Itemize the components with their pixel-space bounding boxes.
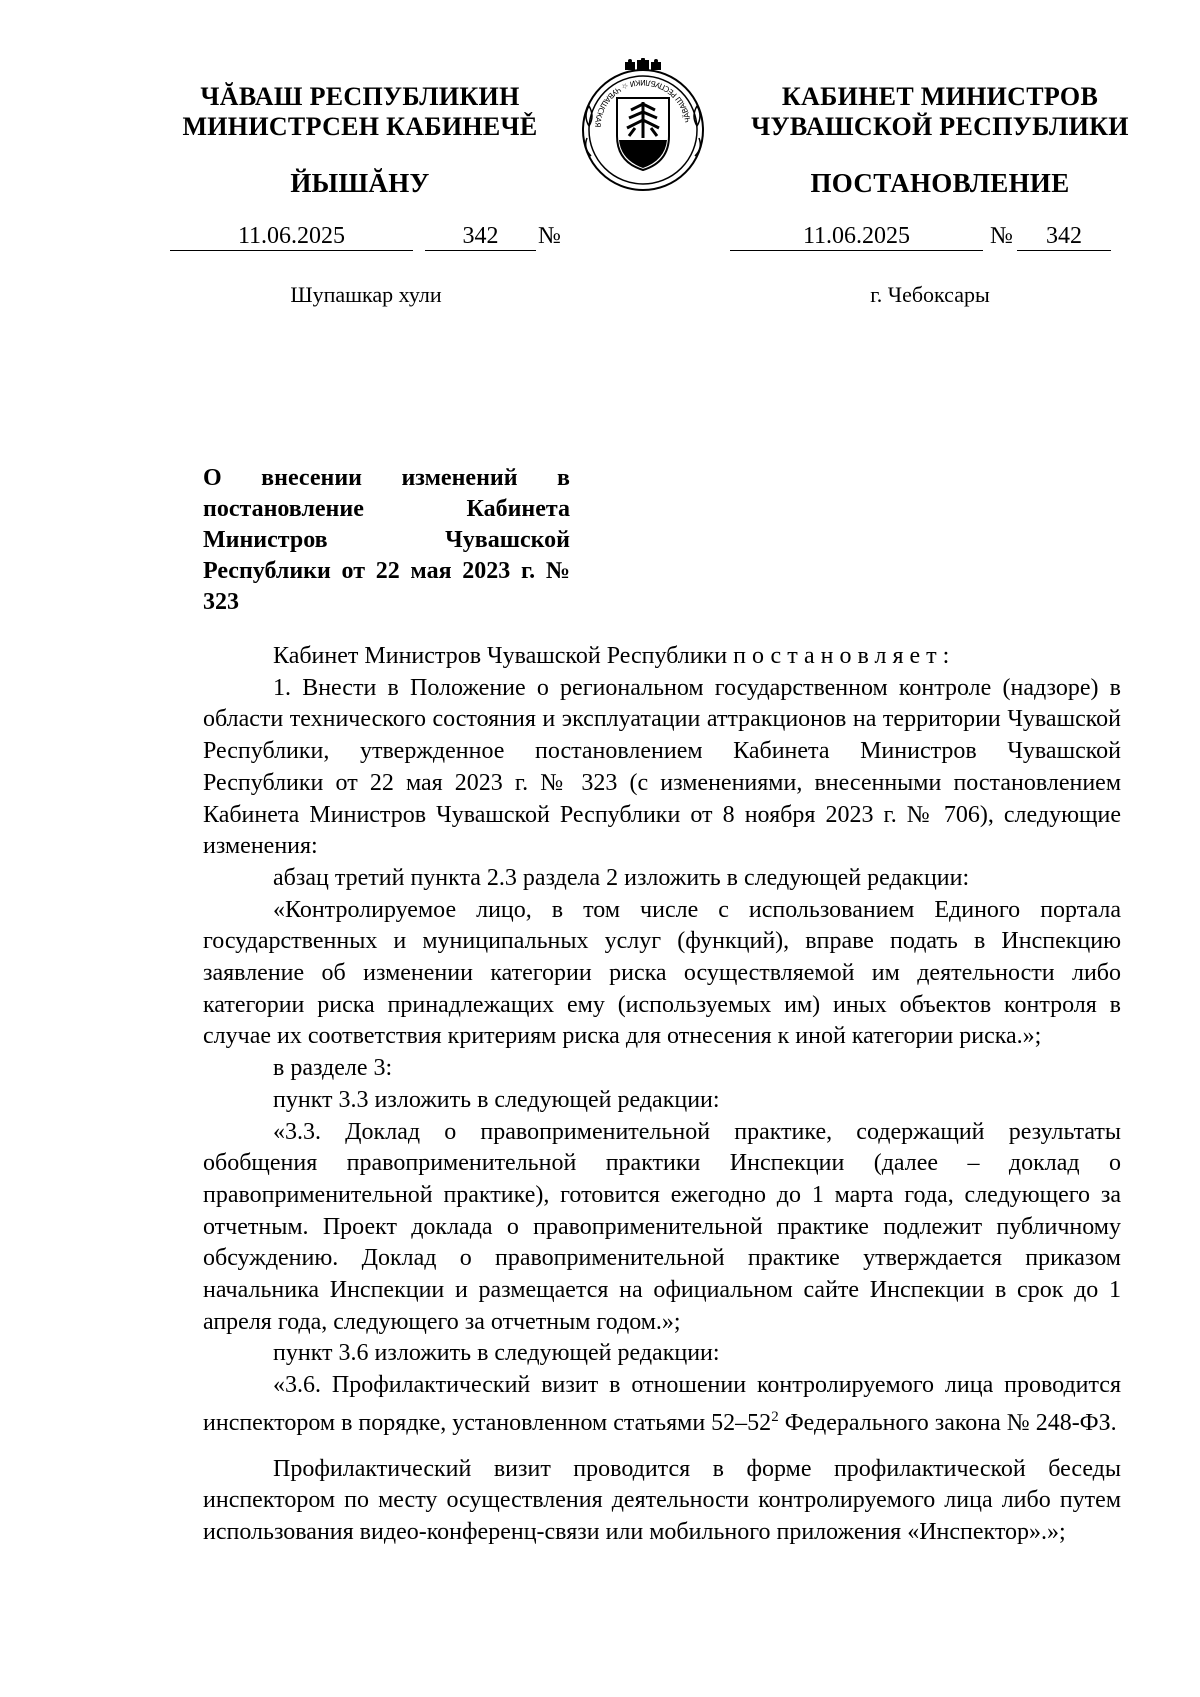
left-number-sign: №	[538, 223, 561, 249]
header-right-line1: КАБИНЕТ МИНИСТРОВ	[781, 82, 1099, 111]
right-date-field: 11.06.2025	[730, 224, 983, 251]
paragraph-7: пункт 3.6 изложить в следующей редакции:	[273, 1340, 720, 1367]
paragraph-1: 1. Внести в Положение о региональном государственном контроле (надзоре) в области технического состояния и эксплуатации аттракционов на территории Чувашской Республики, утвержденное постановлением Кабинета Министров Чувашской Республики от 22 мая 2023 г. № 323 (с изменениями, внесенными постановлением Кабинета Министров Чувашской Республики от 8 ноября 2023 г. № 706), следующие изменения:	[203, 674, 1121, 860]
coat-of-arms-emblem	[573, 58, 713, 198]
document-subject: О внесении изменений в постановление Кабинета Министров Чувашской Республики от 22 мая 2023 г. № 323	[203, 465, 570, 615]
header-right-doc-type: ПОСТАНОВЛЕНИЕ	[810, 168, 1070, 198]
header-left-title	[160, 82, 560, 142]
intro-prefix: Кабинет Министров Чувашской Республики	[273, 643, 734, 669]
paragraph-8-sup: 2	[771, 1408, 779, 1425]
right-city: г. Чебоксары	[870, 282, 990, 307]
paragraph-6: «3.3. Доклад о правоприменительной практике, содержащий результаты обобщения правоприменительной практики Инспекции (далее – доклад о правоприменительной практике), готовится ежегодно до 1 марта года, следующего за отчетным. Проект доклада о правоприменительной практике подлежит публичному обсуждению. Доклад о правоприменительной практике утверждается приказом начальника Инспекции и размещается на официальном сайте Инспекции в срок до 1 апреля года, следующего за отчетным годом.»;	[203, 1118, 1121, 1335]
left-number-field: 342	[425, 224, 536, 251]
paragraph-5: пункт 3.3 изложить в следующей редакции:	[273, 1086, 720, 1113]
right-number-sign: №	[990, 223, 1013, 249]
intro-suffix: :	[942, 643, 950, 669]
paragraph-8-after: Федерального закона № 248-ФЗ.	[778, 1409, 1117, 1436]
emblem-icon	[573, 58, 713, 198]
left-date-field: 11.06.2025	[170, 224, 413, 251]
header-left-doc-type: ЙЫШĂНУ	[290, 168, 430, 198]
emblem-ring-text: ЧĂВАШ РЕСПУБЛИКИ ☆ ЧУВАШСКАЯ	[592, 77, 693, 128]
paragraph-2: абзац третий пункта 2.3 раздела 2 изложить в следующей редакции:	[273, 864, 970, 891]
paragraph-3: «Контролируемое лицо, в том числе с использованием Единого портала государственных и муниципальных услуг (функций), вправе подать в Инспекцию заявление об изменении категории риска осуществляемой им деятельности либо категории риска принадлежащих ему (используемых им) иных объектов контроля в случае их соответствия критериям риска для отнесения к иной категории риска.»;	[203, 896, 1121, 1050]
right-number-field: 342	[1017, 224, 1111, 251]
intro-verb: постановляет	[733, 643, 943, 669]
header-left-line1: ЧĂВАШ РЕСПУБЛИКИН	[200, 82, 520, 111]
paragraph-8-before: «3.6. Профилактический визит в отношении контролируемого лица проводится инспектором в порядке, установленном статьями 52–52	[203, 1372, 1121, 1436]
paragraph-4: в разделе 3:	[273, 1055, 393, 1082]
header-right-line2: ЧУВАШСКОЙ РЕСПУБЛИКИ	[751, 112, 1129, 141]
paragraph-9: Профилактический визит проводится в форме профилактической беседы инспектором по месту осуществления деятельности контролируемого лица либо путем использования видео-конференц-связи или мобильного приложения «Инспектор».»;	[203, 1455, 1121, 1545]
intro-paragraph	[203, 641, 1121, 673]
left-city: Шупашкар хули	[290, 282, 442, 307]
header-right-title	[730, 82, 1150, 142]
paragraph-8	[203, 1370, 1121, 1439]
document-body	[203, 641, 1121, 1549]
header-left-line2: МИНИСТРСЕН КАБИНЕЧĚ	[182, 112, 538, 141]
